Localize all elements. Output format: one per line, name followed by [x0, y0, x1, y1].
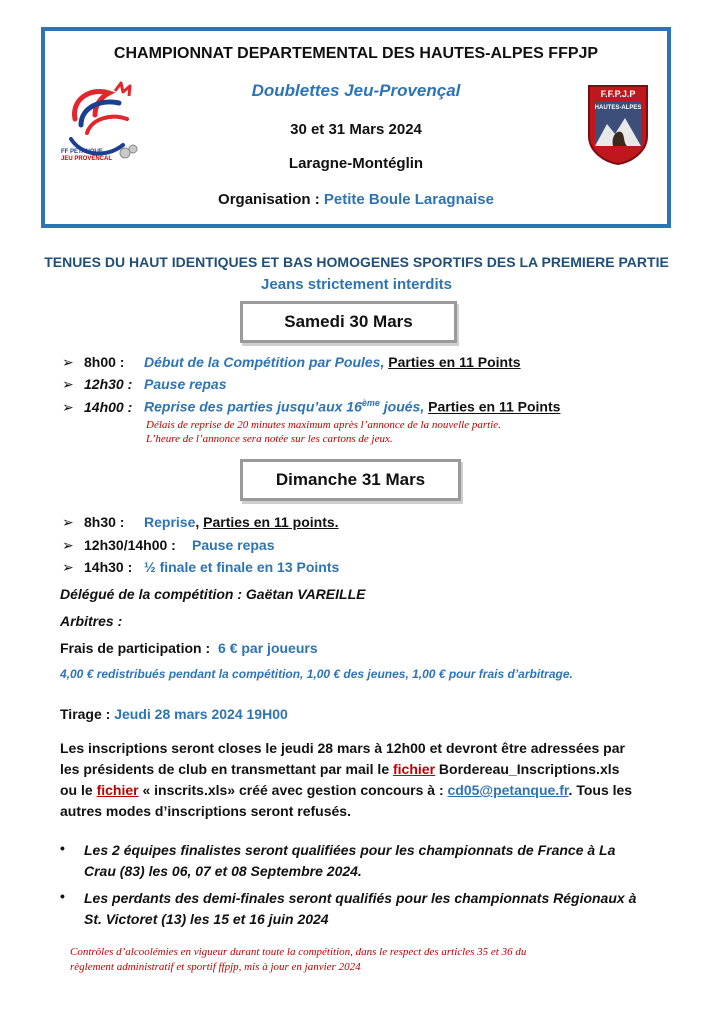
arrow-bullet-icon: ➢ [62, 514, 74, 530]
right-logo-line-2: HAUTES-ALPES [594, 105, 642, 111]
saturday-title-box [240, 301, 457, 343]
registration-line-4: autres modes d’inscriptions seront refusés. [60, 803, 351, 819]
sunday-item-3 [62, 559, 339, 576]
registration-text: Bordereau_Inscriptions.xls [438, 761, 620, 777]
sunday-item-2 [62, 537, 275, 554]
item-desc: Pause repas [144, 376, 227, 392]
saturday-item-3 [62, 398, 560, 416]
item-desc-3: joués, [383, 398, 425, 415]
item-time: 14h30 : [84, 559, 133, 575]
qualification-item-1 [60, 840, 680, 884]
right-logo-line-1: F.F.P.J.P [600, 89, 636, 99]
left-logo-line-1: FF PETANQUE [61, 149, 103, 155]
dress-code-line-2: Jeans strictement interdits [261, 276, 452, 293]
dot-bullet-icon: • [60, 888, 65, 904]
registration-text: . Tous les [568, 782, 633, 798]
saturday-title: Samedi 30 Mars [284, 312, 413, 331]
left-logo-text [61, 149, 131, 163]
saturday-note-2: L’heure de l’annonce sera notée sur les cartons de jeux. [146, 433, 393, 445]
qualification-line-2: St. Victoret (13) les 15 et 16 juin 2024 [84, 911, 329, 927]
fees-value: 6 € par joueurs [218, 640, 318, 656]
cd05-shield-logo [587, 84, 649, 166]
registration-line-1: Les inscriptions seront closes le jeudi 28 mars à 12h00 et devront être adressées par [60, 740, 625, 756]
item-desc: Pause repas [192, 537, 275, 553]
fichier-link-2[interactable]: fichier [96, 782, 139, 798]
qualification-line-1: Les 2 équipes finalistes seront qualifiées pour les championnats de France à La [84, 842, 616, 858]
registration-line-3 [60, 780, 660, 801]
left-logo-line-2: JEU PROVENCAL [61, 156, 113, 162]
organisation-line [45, 191, 667, 208]
delegate-line: Délégué de la compétition : Gaëtan VAREILLE [60, 586, 366, 602]
header-box [41, 27, 671, 228]
registration-line-2 [60, 759, 660, 780]
fees-line [60, 640, 318, 656]
draw-label: Tirage : [60, 706, 111, 722]
arrow-bullet-icon: ➢ [62, 354, 74, 370]
page-title: CHAMPIONNAT DEPARTEMENTAL DES HAUTES-ALPES FFPJP [113, 45, 599, 62]
item-extra: Parties en 11 Points [428, 398, 561, 415]
draw-value: Jeudi 28 mars 2024 19H00 [114, 706, 288, 722]
referees-line: Arbitres : [60, 613, 123, 629]
arrow-bullet-icon: ➢ [62, 559, 74, 575]
item-desc: Reprise [144, 514, 196, 530]
dress-code-line-1: TENUES DU HAUT IDENTIQUES ET BAS HOMOGENES SPORTIFS DES LA PREMIERE PARTIE [44, 254, 669, 270]
saturday-note-1: Délais de reprise de 20 minutes maximum après l’annonce de la nouvelle partie. [146, 419, 501, 431]
fichier-link-1[interactable]: fichier [393, 761, 436, 777]
qualification-text [84, 888, 654, 930]
item-desc: ½ finale et finale en 13 Points [144, 559, 340, 575]
arrow-bullet-icon: ➢ [62, 376, 74, 392]
registration-text: « inscrits.xls» créé avec gestion concours à : [142, 782, 444, 798]
sunday-title-box [240, 459, 461, 501]
saturday-item-2 [62, 376, 227, 393]
qualification-item-2 [60, 888, 680, 932]
item-time: 8h00 : [84, 354, 125, 370]
item-extra: Parties en 11 points. [203, 514, 339, 530]
competition-dates: 30 et 31 Mars 2024 [290, 121, 422, 138]
registration-text: les présidents de club en transmettant par mail le [60, 761, 390, 777]
saturday-item-1 [62, 354, 521, 371]
sunday-item-1: ➢ 8h30 : Reprise, Parties en 11 points. [62, 514, 339, 530]
item-sup: ème [361, 398, 380, 408]
competition-location: Laragne-Montéglin [288, 155, 424, 172]
competition-subtitle: Doublettes Jeu-Provençal [251, 81, 461, 100]
qualification-line-2: Crau (83) les 06, 07 et 08 Septembre 2024. [84, 863, 362, 879]
arrow-bullet-icon: ➢ [62, 398, 74, 415]
email-link[interactable]: cd05@petanque.fr [447, 782, 569, 798]
arrow-bullet-icon: ➢ [62, 537, 74, 553]
organisation-value: Petite Boule Laragnaise [323, 191, 494, 208]
item-time: 14h00 : [84, 398, 133, 415]
qualification-text [84, 840, 654, 882]
item-desc: Début de la Compétition par Poules, [144, 354, 385, 370]
item-time: 8h30 : [84, 514, 125, 530]
item-time: 12h30 : [84, 376, 133, 392]
fees-label: Frais de participation : [60, 640, 211, 656]
fees-detail: 4,00 € redistribués pendant la compétition, 1,00 € des jeunes, 1,00 € pour frais d’arbitrage. [60, 667, 573, 681]
item-desc-2: des parties jusqu’aux 16 [199, 398, 362, 415]
organisation-label: Organisation : [218, 191, 320, 208]
registration-text: ou le [60, 782, 93, 798]
registration-paragraph [60, 738, 660, 822]
item-time: 12h30/14h00 : [84, 537, 176, 553]
item-extra: Parties en 11 Points [388, 354, 521, 370]
draw-line [60, 706, 288, 722]
qualification-line-1: Les perdants des demi-finales seront qualifiés pour les championnats Régionaux à [84, 890, 637, 906]
sunday-title: Dimanche 31 Mars [275, 470, 426, 489]
item-desc: Reprise [144, 398, 196, 415]
dot-bullet-icon: • [60, 840, 65, 856]
ffpjp-rooster-logo [61, 79, 141, 171]
footer-line-2: règlement administratif et sportif ffpjp, mis à jour en janvier 2024 [70, 961, 361, 973]
footer-line-1: Contrôles d’alcoolémies en vigueur durant toute la compétition, dans le respect des articles 35 et 36 du [70, 946, 527, 958]
